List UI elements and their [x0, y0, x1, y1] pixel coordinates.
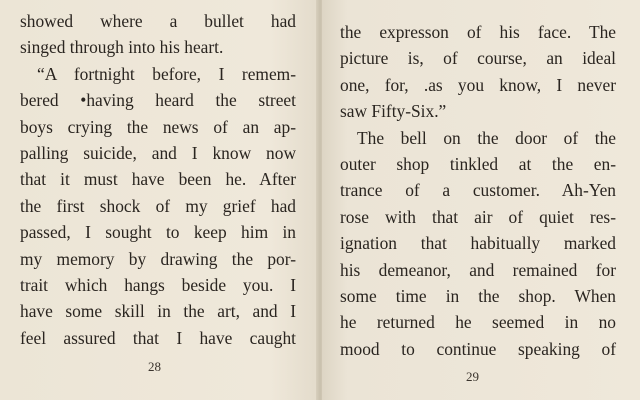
- page-number: 29: [466, 369, 479, 384]
- text-line: palling suicide, and I know now: [20, 142, 296, 163]
- text-line: my memory by drawing the por-: [20, 248, 296, 269]
- right-page-text: [340, 19, 616, 362]
- text-line: bered •having heard the street: [20, 90, 296, 111]
- text-line: rose with that air of quiet res-: [340, 206, 616, 227]
- text-line: the first shock of my grief had: [20, 195, 296, 216]
- text-line: his demeanor, and remained for: [340, 259, 616, 280]
- text-line: singed through into his heart.: [20, 37, 224, 58]
- right-page: [322, 0, 640, 400]
- text-line: some time in the shop. When: [340, 285, 616, 306]
- text-line: the expresson of his face. The: [340, 22, 616, 42]
- text-line: feel assured that I have caught: [20, 327, 296, 348]
- text-line: picture is, of course, an ideal: [340, 48, 616, 69]
- text-line: trance of a customer. Ah-Yen: [340, 180, 616, 201]
- left-page-text: [20, 8, 296, 351]
- text-line: showed where a bullet had: [20, 11, 296, 31]
- text-line: have some skill in the art, and I: [20, 301, 296, 322]
- page-number: 28: [148, 359, 161, 374]
- text-line: passed, I sought to keep him in: [20, 222, 296, 243]
- text-line: trait which hangs beside you. I: [20, 274, 296, 295]
- text-line: mood to continue speaking of: [340, 338, 616, 359]
- text-line: “A fortnight before, I remem-: [37, 63, 296, 84]
- text-line: that it must have been he. After: [20, 169, 296, 190]
- text-line: boys crying the news of an ap-: [20, 116, 296, 137]
- text-line: one, for, .as you know, I never: [340, 74, 616, 95]
- text-line: ignation that habitually marked: [340, 233, 616, 254]
- text-line: he returned he seemed in no: [340, 312, 616, 333]
- left-page: [0, 0, 318, 400]
- text-line: The bell on the door of the: [357, 127, 616, 148]
- text-line: outer shop tinkled at the en-: [340, 153, 616, 174]
- text-line: saw Fifty-Six.”: [340, 101, 447, 122]
